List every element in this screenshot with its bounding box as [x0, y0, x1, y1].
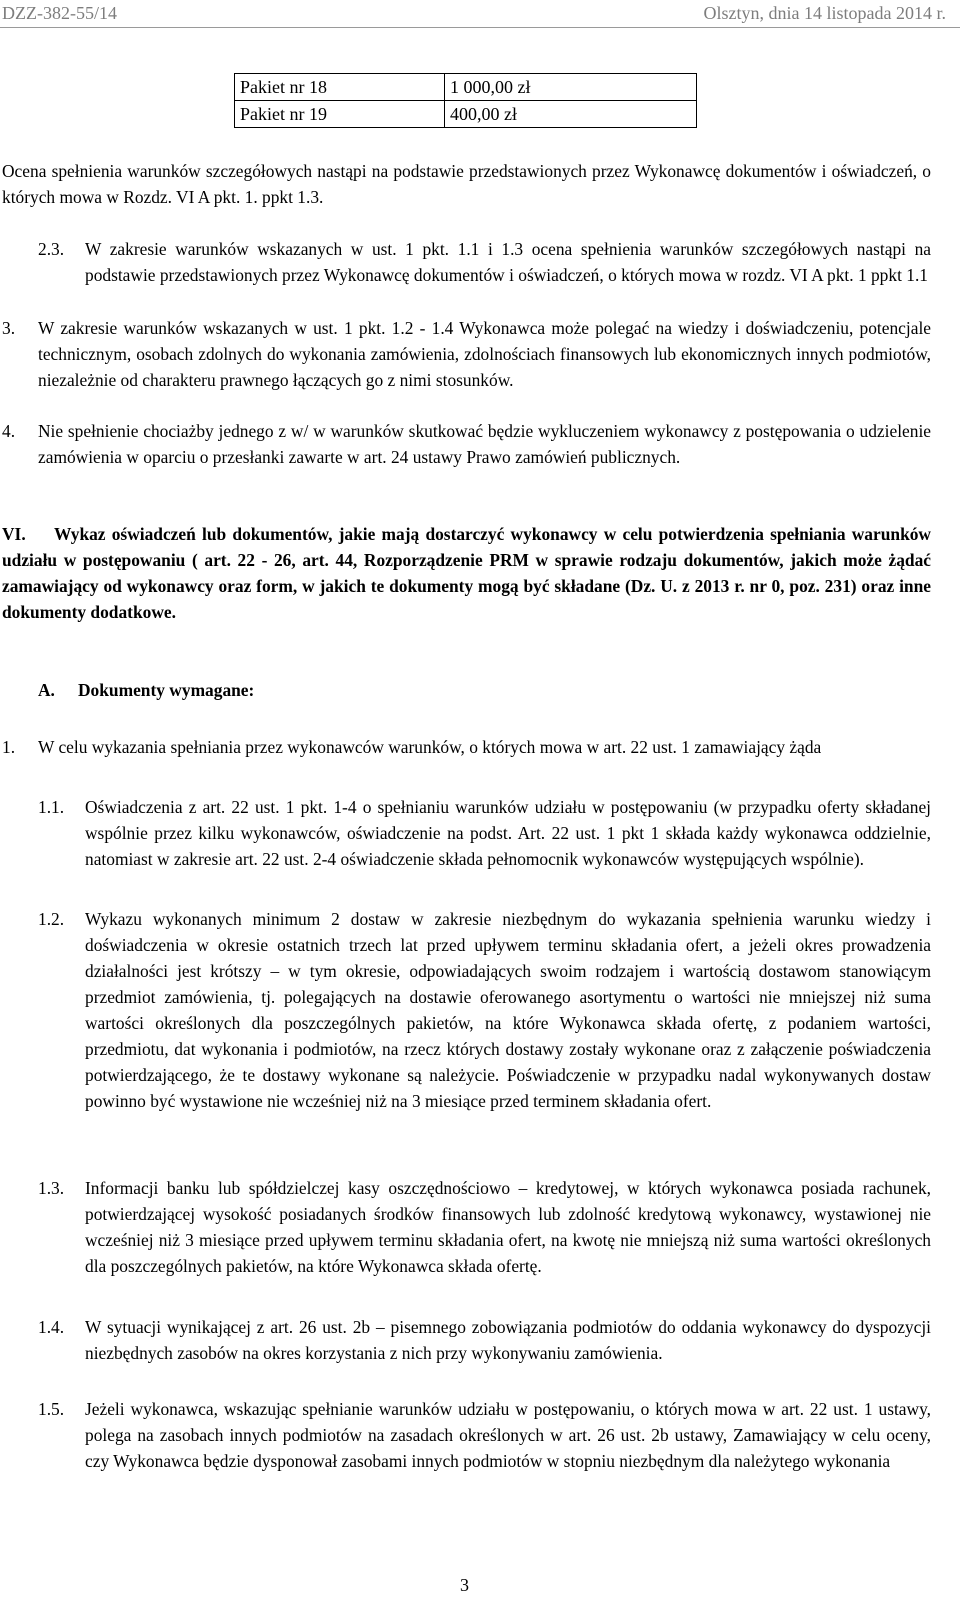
- paragraph-4-text: Nie spełnienie chociażby jednego z w/ w warunków skutkować będzie wykluczeniem wykonawcy z postępowania o udzielenie zamówienia w oparciu o przesłanki zawarte w art. 24 ustawy Prawo zamówień publicznych.: [38, 421, 931, 467]
- table-row: [235, 101, 697, 128]
- table-row: [235, 74, 697, 101]
- subitem-text: Wykazu wykonanych minimum 2 dostaw w zakresie niezbędnym do wykazania spełnienia warunku wiedzy i doświadczenia w okresie ostatnich trzech lat przed upływem terminu składania ofert, a jeżeli okres prowadzenia działalności jest krótszy – w tym okresie, odpowiadających swoim rodzajem i wartością dostawom stanowiącym przedmiot zamówienia, tj. polegających na dostawie oferowanego asortymentu o wartości nie mniejszej niż suma wartości określonych dla poszczególnych pakietów, na które Wykonawca składa ofertę, z podaniem wartości, przedmiotu, dat wykonania i podmiotów, na rzecz których dostawy zostały wykonane oraz z załączenie poświadczenia potwierdzającego, że te dostawy wykonane są należycie. Poświadczenie w przypadku nadal wykonywanych dostaw powinno być wystawione nie wcześniej niż na 3 miesiące przed terminem składania ofert.: [85, 909, 931, 1111]
- section-6-heading: Wykaz oświadczeń lub dokumentów, jakie mają dostarczyć wykonawcy w celu potwierdzenia spełniania warunków udziału w postępowaniu ( art. 22 - 26, art. 44, Rozporządzenie PRM w sprawie rodzaju dokumentów, jakich może żądać zamawiający od wykonawcy oraz form, w jakich te dokumenty mogą być składane (Dz. U. z 2013 r. nr 0, poz. 231) oraz inne dokumenty dodatkowe.: [2, 524, 931, 622]
- paragraph-3-text: W zakresie warunków wskazanych w ust. 1 pkt. 1.2 - 1.4 Wykonawca może polegać na wiedzy i doświadczeniu, potencjale technicznym, osobach zdolnych do wykonania zamówienia, zdolnościach finansowych lub ekonomicznych innych podmiotów, niezależnie od charakteru prawnego łączących go z nimi stosunków.: [38, 318, 931, 390]
- page-header: [0, 0, 960, 26]
- item-1-label: 1.: [2, 737, 16, 757]
- subsection-a-title: Dokumenty wymagane:: [78, 680, 255, 700]
- section-6-label: VI.: [2, 524, 26, 544]
- place-and-date: Olsztyn, dnia 14 listopada 2014 r.: [703, 3, 946, 23]
- subitem-text: Informacji banku lub spółdzielczej kasy oszczędnościowo – kredytowej, w których wykonawca posiada rachunek, potwierdzającej wysokość posiadanych środków finansowych lub zdolność kredytową wykonawcy, wystawionej nie wcześniej niż 3 miesiące przed upływem terminu składania ofert, na kwotę nie mniejszą niż suma wartości określonych dla poszczególnych pakietów, na które Wykonawca składa ofertę.: [85, 1178, 931, 1276]
- package-name: Pakiet nr 19: [235, 101, 445, 128]
- paragraph-2-3-label: 2.3.: [38, 239, 65, 259]
- page-number: 3: [460, 1575, 469, 1595]
- package-table: [234, 73, 697, 128]
- subitem-text: Jeżeli wykonawca, wskazując spełnianie warunków udziału w postępowaniu, o których mowa w art. 22 ust. 1 ustawy, polega na zasobach innych podmiotów na zasadach określonych w art. 26 ust. 2b ustawy, Zamawiający w celu oceny, czy Wykonawca będzie dysponował zasobami innych podmiotów w stopniu niezbędnym dla należytego wykonania: [85, 1399, 931, 1471]
- subitem-text: W sytuacji wynikającej z art. 26 ust. 2b – pisemnego zobowiązania podmiotów do oddania wykonawcy do dyspozycji niezbędnych zasobów na okres korzystania z nich przy wykonywaniu zamówienia.: [85, 1317, 931, 1363]
- subitem-label: 1.3.: [38, 1178, 65, 1198]
- subitem-label: 1.5.: [38, 1399, 65, 1419]
- paragraph-3-label: 3.: [2, 318, 16, 338]
- intro-paragraph: Ocena spełnienia warunków szczegółowych nastąpi na podstawie przedstawionych przez Wykonawcę dokumentów i oświadczeń, o których mowa w Rozdz. VI A pkt. 1. ppkt 1.3.: [2, 161, 931, 207]
- header-rule: [0, 27, 960, 28]
- subitem-text: Oświadczenia z art. 22 ust. 1 pkt. 1-4 o spełnianiu warunków udziału w postępowaniu (w przypadku oferty składanej wspólnie przez kilku wykonawców, oświadczenie na podst. Art. 22 ust. 1 pkt 1 składa każdy wykonawca oddzielnie, natomiast w zakresie art. 22 ust. 2-4 oświadczenie składa pełnomocnik wykonawców występujących wspólnie).: [85, 797, 931, 869]
- subitem-label: 1.2.: [38, 909, 65, 929]
- item-1-text: W celu wykazania spełniania przez wykonawców warunków, o których mowa w art. 22 ust. 1 zamawiający żąda: [38, 737, 822, 757]
- subitem-label: 1.1.: [38, 797, 65, 817]
- subitem-label: 1.4.: [38, 1317, 65, 1337]
- package-value: 1 000,00 zł: [445, 74, 697, 101]
- package-value: 400,00 zł: [445, 101, 697, 128]
- subsection-a-label: A.: [38, 680, 55, 700]
- paragraph-2-3-text: W zakresie warunków wskazanych w ust. 1 pkt. 1.1 i 1.3 ocena spełnienia warunków szczegółowych nastąpi na podstawie przedstawionych przez Wykonawcę dokumentów i oświadczeń, o których mowa w rozdz. VI A pkt. 1 ppkt 1.1: [85, 239, 931, 285]
- document-reference: DZZ-382-55/14: [2, 3, 117, 23]
- paragraph-4-label: 4.: [2, 421, 16, 441]
- package-name: Pakiet nr 18: [235, 74, 445, 101]
